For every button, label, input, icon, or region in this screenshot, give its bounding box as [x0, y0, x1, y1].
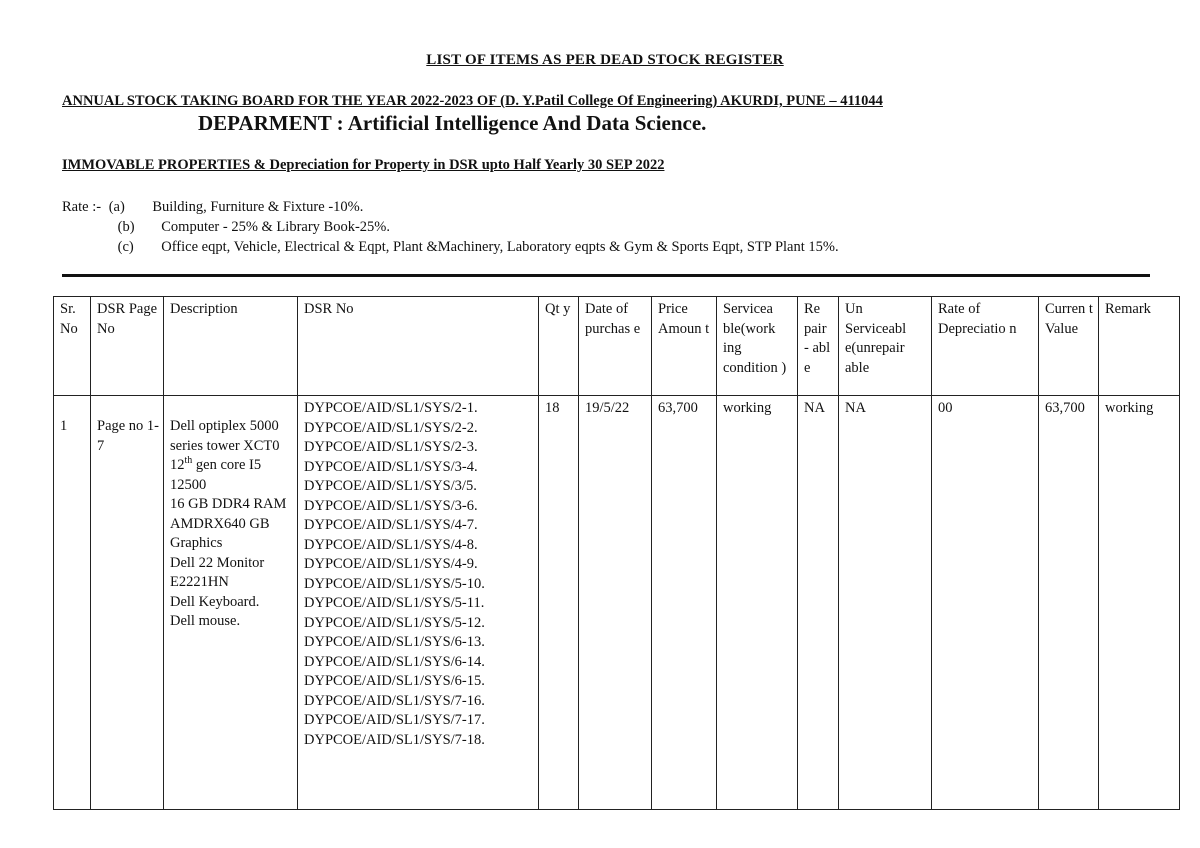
- desc-line: 16 GB DDR4 RAM: [170, 496, 287, 512]
- gen-suffix: th: [184, 455, 193, 467]
- cell-sr: 1: [54, 396, 91, 810]
- cell-repairable: NA: [798, 396, 839, 810]
- col-header-dsr-page: DSR Page No: [91, 297, 164, 396]
- col-header-date: Date of purchas e: [579, 297, 652, 396]
- col-header-description: Description: [164, 297, 298, 396]
- desc-line: Dell optiplex 5000 series tower XCT0: [170, 418, 280, 454]
- rate-text: Building, Furniture & Fixture -10%.: [152, 199, 364, 215]
- rate-text: Computer - 25% & Library Book-25%.: [161, 219, 390, 235]
- desc-line: AMDRX640 GB Graphics: [170, 515, 270, 551]
- annual-board-heading: ANNUAL STOCK TAKING BOARD FOR THE YEAR 2022-2023 OF (D. Y.Patil College Of Engineering) AKURDI, PUNE – 411044: [62, 93, 883, 109]
- dsr-number: DYPCOE/AID/SL1/SYS/2-2.: [304, 419, 478, 436]
- rate-row-c: [62, 237, 839, 257]
- col-header-serviceable: Servicea ble(work ing condition ): [717, 297, 798, 396]
- cell-remark: working: [1099, 396, 1180, 810]
- cell-description: [164, 396, 298, 810]
- rate-text: Office eqpt, Vehicle, Electrical & Eqpt, Plant &Machinery, Laboratory eqpts & Gym & Sports Eqpt, STP Plant 15%.: [161, 239, 839, 255]
- dsr-number: DYPCOE/AID/SL1/SYS/2-1.: [304, 400, 478, 416]
- rate-label: Rate :-: [62, 199, 102, 215]
- table-row: [54, 396, 1180, 810]
- table-header-row: [54, 297, 1180, 396]
- dsr-number: DYPCOE/AID/SL1/SYS/3/5.: [304, 478, 477, 494]
- col-header-qty: Qt y: [539, 297, 579, 396]
- col-header-remark: Remark: [1099, 297, 1180, 396]
- desc-line: [170, 456, 293, 495]
- dsr-number: DYPCOE/AID/SL1/SYS/5-12.: [304, 614, 485, 631]
- rate-row-a: [62, 197, 839, 217]
- rate-row-b: [62, 217, 839, 237]
- col-header-sr: Sr. No: [54, 297, 91, 396]
- cell-serviceable: working: [717, 396, 798, 810]
- rate-list: [62, 197, 839, 257]
- rate-key: (a): [108, 199, 125, 215]
- cell-rate-depreciation: 00: [932, 396, 1039, 810]
- rate-key: (b): [117, 219, 135, 235]
- cell-date: 19/5/22: [579, 396, 652, 810]
- col-header-current-value: Curren t Value: [1039, 297, 1099, 396]
- cell-unserviceable: NA: [839, 396, 932, 810]
- dsr-number: DYPCOE/AID/SL1/SYS/4-7.: [304, 517, 478, 533]
- dsr-number: DYPCOE/AID/SL1/SYS/6-13.: [304, 634, 485, 650]
- dead-stock-table: [53, 296, 1180, 810]
- immovable-properties-heading: IMMOVABLE PROPERTIES & Depreciation for Property in DSR upto Half Yearly 30 SEP 2022: [62, 157, 665, 173]
- col-header-repairable: Re pair - abl e: [798, 297, 839, 396]
- cell-current-value: 63,700: [1039, 396, 1099, 810]
- desc-line: Dell mouse.: [170, 613, 241, 629]
- cell-dsr-no: [298, 396, 539, 810]
- section-divider: [62, 274, 1150, 277]
- dsr-number: DYPCOE/AID/SL1/SYS/4-8.: [304, 536, 478, 553]
- dsr-number: DYPCOE/AID/SL1/SYS/4-9.: [304, 556, 478, 572]
- document-title: LIST OF ITEMS AS PER DEAD STOCK REGISTER: [426, 52, 784, 68]
- cell-qty: 18: [539, 396, 579, 810]
- dsr-number: DYPCOE/AID/SL1/SYS/6-14.: [304, 653, 485, 670]
- dsr-number: DYPCOE/AID/SL1/SYS/7-17.: [304, 712, 485, 728]
- dsr-number: DYPCOE/AID/SL1/SYS/7-16.: [304, 692, 485, 709]
- dsr-number: DYPCOE/AID/SL1/SYS/3-6.: [304, 497, 478, 514]
- col-header-unserviceable: Un Serviceabl e(unrepair able: [839, 297, 932, 396]
- rate-key: (c): [117, 239, 134, 255]
- dsr-number: DYPCOE/AID/SL1/SYS/7-18.: [304, 731, 485, 748]
- dsr-number: DYPCOE/AID/SL1/SYS/5-10.: [304, 575, 485, 592]
- col-header-dsr-no: DSR No: [298, 297, 539, 396]
- gen-text: gen core I5 12500: [170, 457, 262, 493]
- dsr-number: DYPCOE/AID/SL1/SYS/6-15.: [304, 673, 485, 689]
- dsr-number: DYPCOE/AID/SL1/SYS/3-4.: [304, 458, 478, 475]
- department-heading: DEPARMENT : Artificial Intelligence And Data Science.: [198, 111, 707, 135]
- col-header-rate-depreciation: Rate of Depreciatio n: [932, 297, 1039, 396]
- col-header-price: Price Amoun t: [652, 297, 717, 396]
- cell-price: 63,700: [652, 396, 717, 810]
- dsr-number: DYPCOE/AID/SL1/SYS/5-11.: [304, 595, 485, 611]
- dsr-number: DYPCOE/AID/SL1/SYS/2-3.: [304, 439, 478, 455]
- desc-line: Dell Keyboard.: [170, 593, 260, 610]
- desc-line: Dell 22 Monitor E2221HN: [170, 554, 265, 590]
- gen-number: 12: [170, 457, 185, 473]
- cell-dsr-page: Page no 1-7: [91, 396, 164, 810]
